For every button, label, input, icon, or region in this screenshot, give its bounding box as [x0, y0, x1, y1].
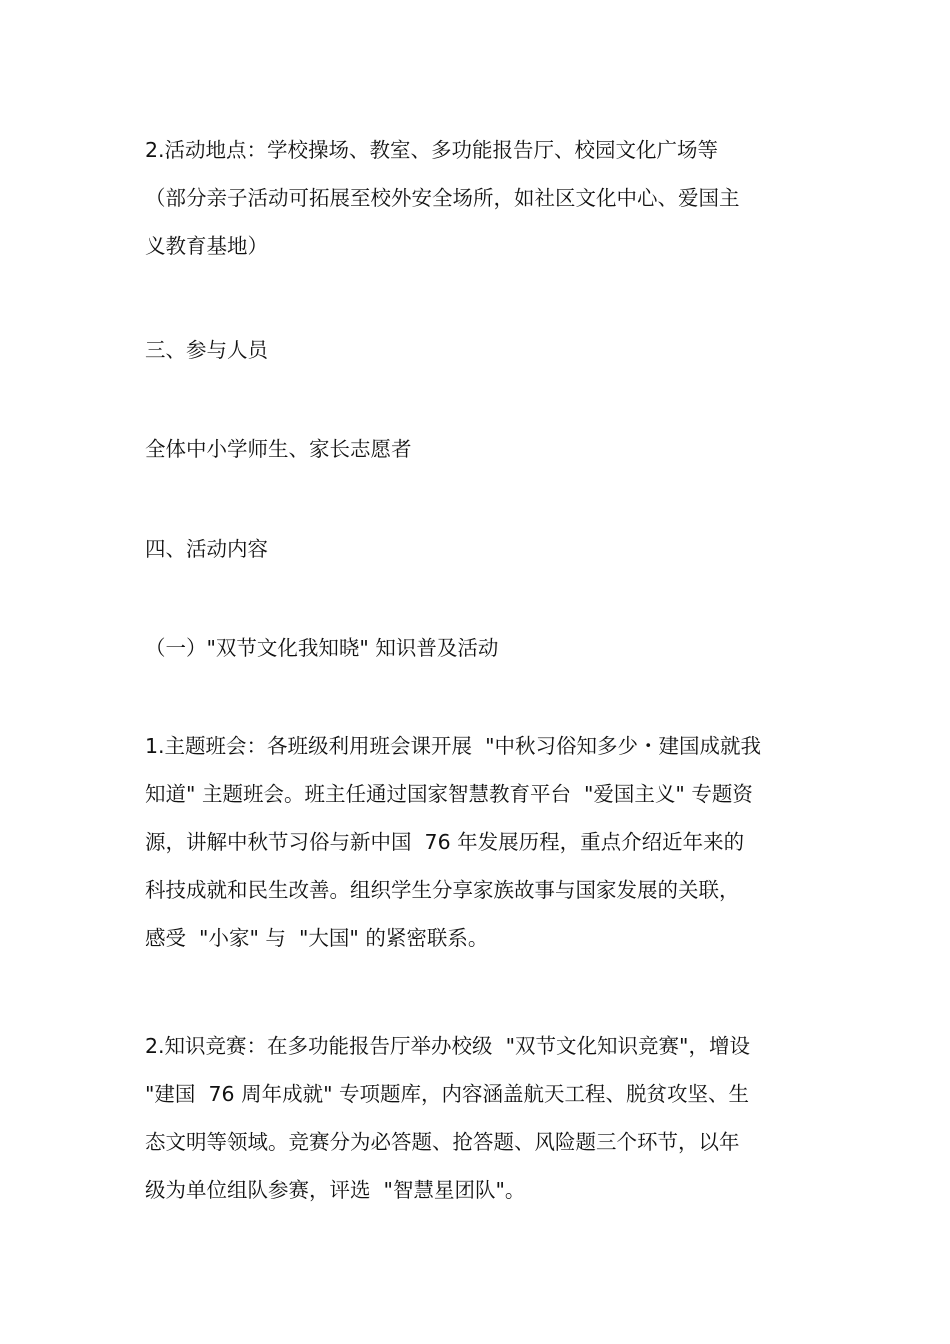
heading-text: 三、参与人员	[145, 338, 268, 362]
section-heading-participants	[145, 326, 810, 374]
text-line: 义教育基地）	[145, 234, 268, 258]
paragraph-activity-location	[145, 126, 810, 270]
heading-text: （一）"双节文化我知晓" 知识普及活动	[145, 636, 499, 660]
text-line: 源，讲解中秋节习俗与新中国 76 年发展历程，重点介绍近年来的	[145, 830, 745, 854]
text-line: 2.知识竞赛：在多功能报告厅举办校级 "双节文化知识竞赛"，增设	[145, 1034, 750, 1058]
paragraph-participants	[145, 425, 810, 473]
text-line: 感受 "小家" 与 "大国" 的紧密联系。	[145, 926, 489, 950]
text-line: 2.活动地点：学校操场、教室、多功能报告厅、校园文化广场等	[145, 138, 719, 162]
text-line: 全体中小学师生、家长志愿者	[145, 437, 412, 461]
text-line: 1.主题班会：各班级利用班会课开展 "中秋习俗知多少・建国成就我	[145, 734, 762, 758]
text-line: 科技成就和民生改善。组织学生分享家族故事与国家发展的关联，	[145, 878, 740, 902]
text-line: （部分亲子活动可拓展至校外安全场所，如社区文化中心、爱国主	[145, 186, 740, 210]
heading-text: 四、活动内容	[145, 537, 268, 561]
text-line: "建国 76 周年成就" 专项题库，内容涵盖航天工程、脱贫攻坚、生	[145, 1082, 750, 1106]
text-line: 级为单位组队参赛，评选 "智慧星团队"。	[145, 1178, 526, 1202]
section-heading-activity-content	[145, 525, 810, 573]
subsection-heading-knowledge-popularization	[145, 624, 810, 672]
text-line: 态文明等领域。竞赛分为必答题、抢答题、风险题三个环节，以年	[145, 1130, 740, 1154]
text-line: 知道" 主题班会。班主任通过国家智慧教育平台 "爱国主义" 专题资	[145, 782, 753, 806]
paragraph-theme-class-meeting	[145, 722, 810, 962]
paragraph-knowledge-contest	[145, 1022, 810, 1214]
